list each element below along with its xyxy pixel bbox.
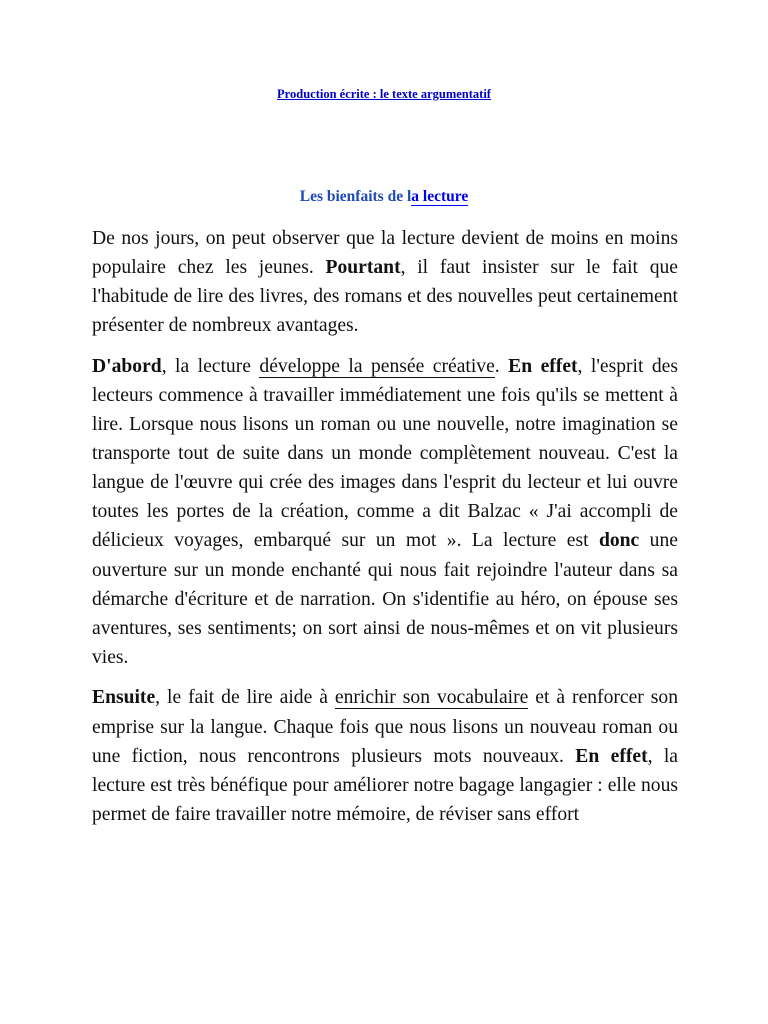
p3-text-3: , la lecture est très bénéfique pour améliorer notre bagage langagier : elle nous permet de faire travailler notre mémoire, de réviser sans effort [92,745,678,825]
p3-argument-underlined: enrichir son vocabulaire [334,687,529,709]
p2-connector-donc: donc [598,530,640,552]
p2-connector-en-effet: En effet [508,355,578,377]
article-title [0,188,768,206]
p1-text-1: De nos jours, on peut observer que la lecture devient de moins en moins populaire chez les jeunes. [92,228,678,279]
p2-connector-dabord: D'abord [92,355,162,377]
p3-text-2: et à renforcer son emprise sur la langue. Chaque fois que nous lisons un nouveau roman ou une fiction, nous rencontrons plusieurs mots nouveaux. [92,687,678,767]
p3-connector-en-effet: En effet [575,745,648,767]
paragraph-ensuite [92,683,678,828]
paragraph-dabord [92,352,678,672]
article-body [92,224,678,840]
p2-text-2: . [494,355,509,377]
paragraph-intro [92,224,678,340]
p2-text-1: , la lecture [161,355,260,377]
p1-connector: Pourtant [325,257,401,279]
article-title-link[interactable]: a lecture [411,188,469,205]
article-title-text: Les bienfaits de l [299,188,412,205]
p2-text-4: une ouverture sur un monde enchanté qui nous fait rejoindre l'auteur dans sa démarche d'écriture et de narration. On s'identifie au héro, on épouse ses aventures, ses sentiments; on sort ainsi de nous-mêmes et on vit plusieurs vies. [92,530,678,668]
p3-text-1: , le fait de lire aide à [155,687,335,709]
p3-connector-ensuite: Ensuite [92,687,156,709]
p2-text-3: , l'esprit des lecteurs commence à travailler immédiatement une fois qu'ils se mettent à lire. Lorsque nous lisons un roman ou une nouvelle, notre imagination se transporte tout de suite dans un monde complètement nouveau. C'est la langue de l'œuvre qui crée des images dans l'esprit du lecteur et lui ouvre toutes les portes de la création, comme a dit Balzac « J'ai accompli de délicieux voyages, embarqué sur un mot ». La lecture est [92,355,678,552]
p2-argument-underlined: développe la pensée créative [259,355,495,377]
p1-text-2: , il faut insister sur le fait que l'habitude de lire des livres, des romans et des nouvelles peut certainement présenter de nombreux avantages. [92,257,679,337]
document-title[interactable]: Production écrite : le texte argumentatif [277,87,491,101]
